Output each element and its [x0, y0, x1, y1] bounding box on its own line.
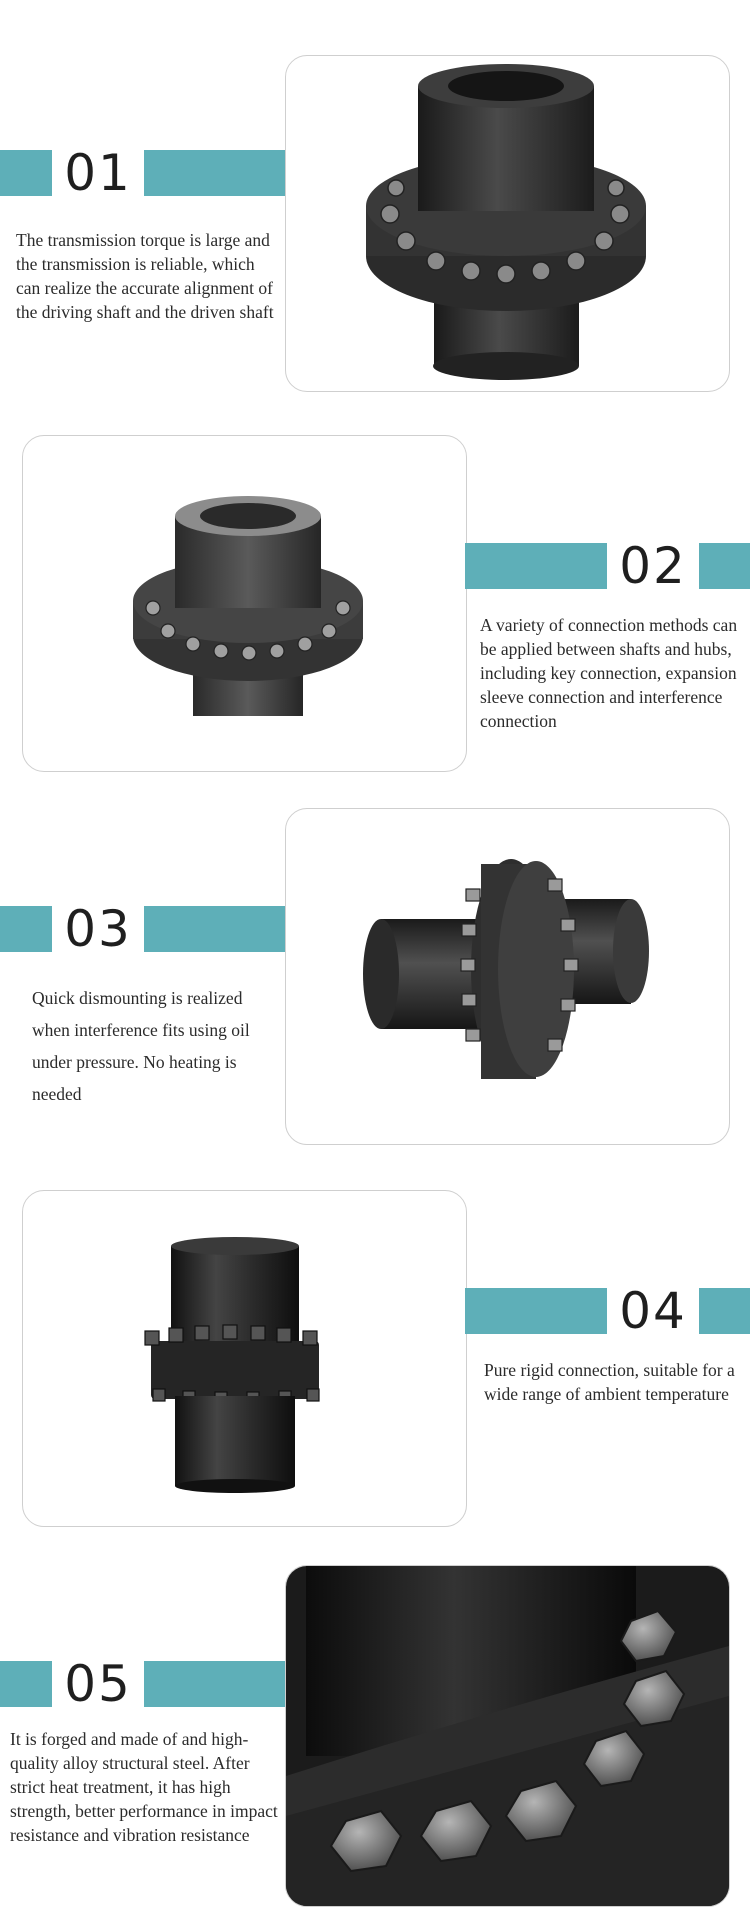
feature-description: Quick dismounting is realized when interference fits using oil under pressure. No heating is needed — [32, 988, 250, 1104]
accent-bar-right — [144, 150, 285, 196]
number-row-04 — [465, 1282, 750, 1340]
coupling-gray-hub-image — [23, 436, 466, 771]
feature-description: Pure rigid connection, suitable for a wide range of ambient temperature — [484, 1360, 735, 1404]
number-row-02 — [465, 537, 750, 595]
feature-number: 02 — [619, 537, 687, 595]
feature-number: 03 — [64, 900, 132, 958]
feature-section-04 — [0, 1180, 750, 1540]
accent-bar-left — [0, 150, 52, 196]
accent-bar-right — [144, 906, 285, 952]
feature-number: 01 — [64, 144, 132, 202]
feature-description: The transmission torque is large and the transmission is reliable, which can realize the accurate alignment of the driving shaft and the driven shaft — [16, 230, 274, 322]
number-row-03 — [0, 900, 285, 958]
accent-bar-left — [0, 1661, 52, 1707]
accent-bar-right — [699, 1288, 750, 1334]
number-row-01 — [0, 144, 285, 202]
feature-description: A variety of connection methods can be applied between shafts and hubs, including key connection, expansion sleeve connection and interference connection — [480, 615, 738, 731]
feature-number: 05 — [64, 1655, 132, 1713]
number-row-05 — [0, 1655, 285, 1713]
product-image-card — [22, 435, 467, 772]
feature-number: 04 — [619, 1282, 687, 1340]
coupling-bolts-closeup-image — [286, 1566, 729, 1906]
coupling-side-view-image — [286, 809, 729, 1144]
feature-section-02 — [0, 430, 750, 780]
coupling-flange-front-image — [23, 1191, 466, 1526]
accent-bar-right — [144, 1661, 285, 1707]
accent-bar-left — [465, 543, 607, 589]
feature-description: It is forged and made of and high-quality alloy structural steel. After strict heat treatment, it has high strength, better performance in impact resistance and vibration resistance — [10, 1729, 278, 1845]
accent-bar-right — [699, 543, 750, 589]
product-image-card — [285, 55, 730, 392]
accent-bar-left — [465, 1288, 607, 1334]
product-image-card — [285, 1565, 730, 1907]
coupling-upright-image — [286, 56, 729, 391]
feature-section-01 — [0, 0, 750, 400]
product-image-card — [285, 808, 730, 1145]
feature-section-03 — [0, 800, 750, 1150]
product-image-card — [22, 1190, 467, 1527]
accent-bar-left — [0, 906, 52, 952]
feature-section-05 — [0, 1555, 750, 1916]
